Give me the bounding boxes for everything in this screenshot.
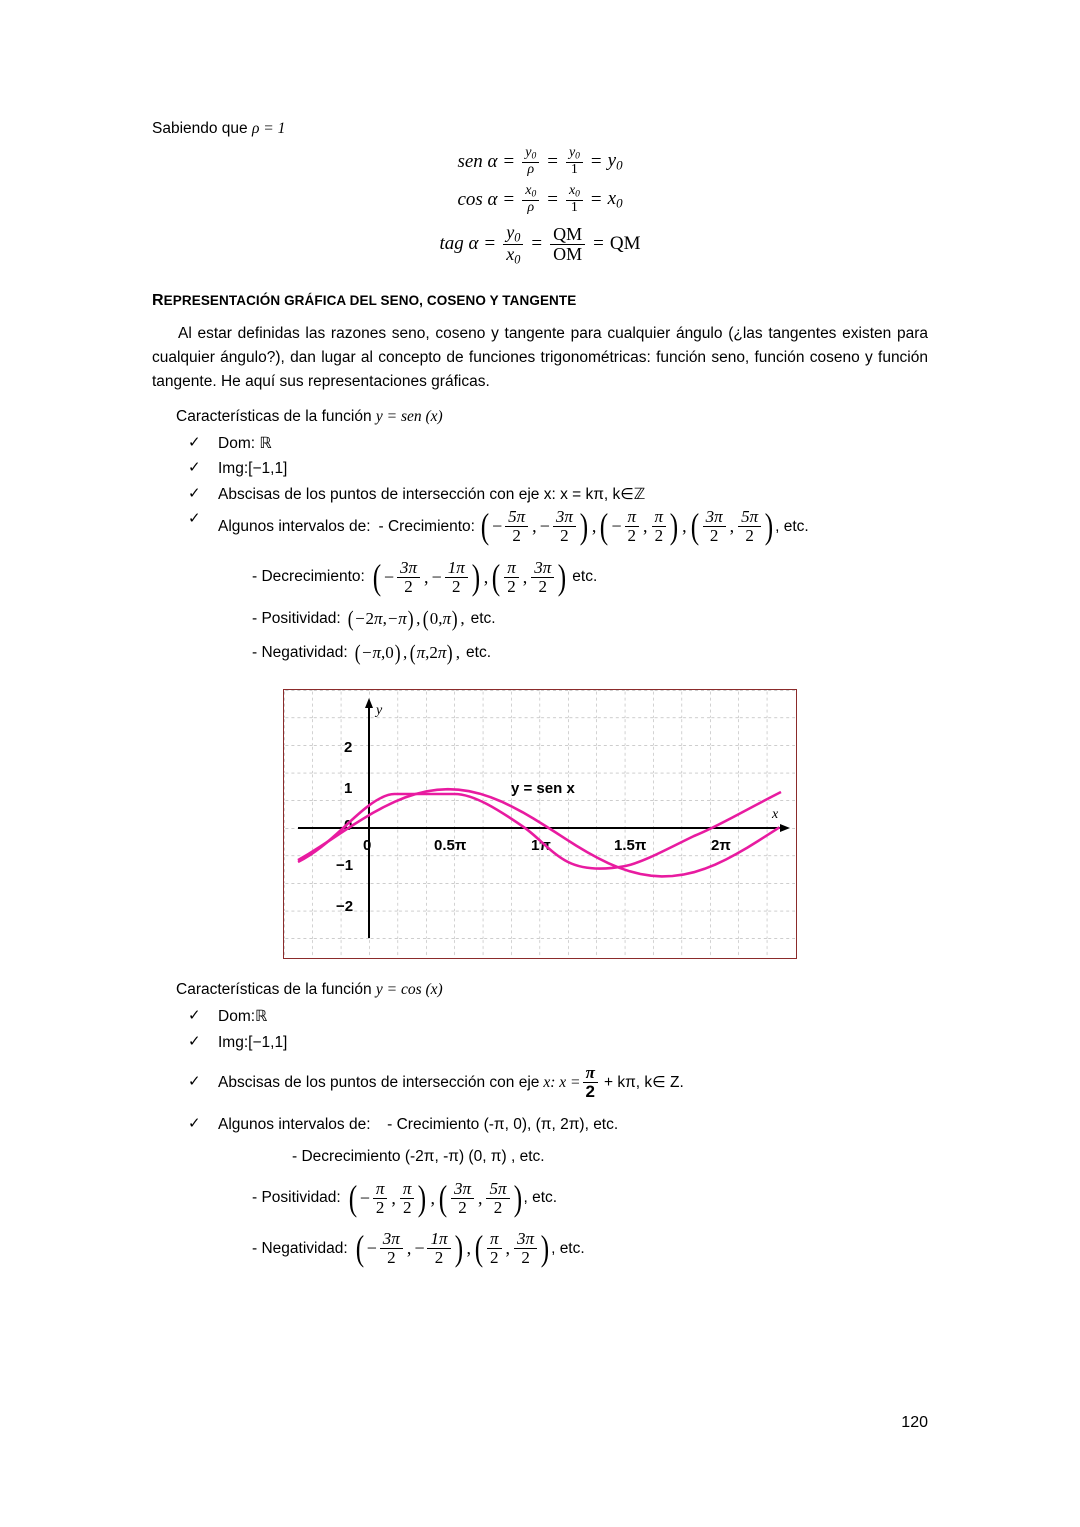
sine-decrecimiento-suffix: etc.	[572, 568, 598, 586]
cosine-positividad-suffix: , etc.	[523, 1189, 558, 1207]
cosine-decrecimiento: - Decrecimiento (-2π, -π) (0, π) , etc.	[292, 1147, 545, 1165]
frac-y0-x0: $\frac{y_0}{x_0}$	[503, 223, 523, 267]
sine-decrecimiento-label: - Decrecimiento:	[252, 568, 365, 586]
cosine-title-math: y = cos (x)	[375, 981, 443, 999]
interval-cn2: ( $\frac{\pi}{2}$ , $\frac{3\pi}{2}$ )	[474, 1228, 550, 1269]
cosine-abscisas-math-post: + kπ, k∈ Z.	[604, 1073, 684, 1091]
section-heading-rest: EPRESENTACIÓN GRÁFICA DEL SENO, COSENO Y TANGENTE	[163, 293, 577, 309]
check-icon: ✓	[188, 459, 201, 477]
interval-p1: ( − 2 π , −π ) , ( 0, π ) ,	[347, 606, 465, 632]
cosine-item-dom-text	[218, 1005, 928, 1028]
cosine-positividad-label: - Positividad:	[252, 1189, 341, 1207]
check-icon: ✓	[188, 1007, 201, 1025]
sine-dom-value: ℝ	[259, 434, 272, 453]
cosine-section-title	[176, 981, 928, 999]
check-icon: ✓	[188, 484, 201, 502]
sine-positividad-row	[252, 606, 928, 632]
xtick-0: 0	[363, 837, 372, 855]
cosine-item-intervals	[188, 1113, 928, 1136]
curve-label: y = sen x	[511, 780, 575, 798]
cosine-negatividad-suffix: , etc.	[551, 1239, 585, 1257]
formula-tag: tag α = $\frac{y_0}{x_0}$ = $\frac{QM}{OM}$ = QM	[439, 221, 641, 267]
check-icon: ✓	[188, 1114, 201, 1132]
ytick-1: 1	[344, 780, 353, 798]
sine-graph-svg	[284, 690, 795, 957]
intro-math: ρ = 1	[251, 120, 286, 137]
frac-x0-1: $\frac{x_0}{1}$	[566, 184, 583, 215]
intro-paragraph	[152, 322, 928, 394]
section-heading-initial: R	[152, 292, 164, 310]
xtick-2pi: 2π	[711, 837, 731, 855]
intro-line	[152, 120, 928, 138]
interval-c3: ( $\frac{3\pi}{2}$ , $\frac{5\pi}{2}$ )	[690, 505, 774, 546]
cosine-crecimiento: - Crecimiento (-π, 0), (π, 2π), etc.	[387, 1115, 619, 1133]
sine-graph-figure	[283, 689, 797, 959]
page-content	[152, 120, 928, 1267]
sine-abscisas-label: Abscisas de los puntos de intersección con eje	[218, 485, 540, 503]
cosine-img-label: Img:	[218, 1033, 249, 1051]
formula-block	[152, 146, 928, 266]
ytick-minus1: −1	[336, 857, 354, 875]
formula-sen: sen α = $\frac{y_0}{\rho}$ = $\frac{y_0}{1}$ = $y_0$	[457, 145, 623, 177]
intro-paragraph-text: Al estar definidas las razones seno, coseno y tangente para cualquier ángulo (¿las tangentes existen para cualquier ángulo?), dan lugar al concepto de funciones trigonométricas: función seno, función coseno y función tangente. He aquí sus representaciones gráficas.	[152, 325, 928, 391]
interval-cn1: ( − $\frac{3\pi}{2}$ , − $\frac{1\pi}{2}$ ) ,	[355, 1228, 472, 1269]
check-icon: ✓	[188, 1032, 201, 1050]
sine-item-img	[188, 457, 928, 480]
ytick-2: 2	[344, 739, 353, 757]
interval-c2: ( − $\frac{\pi}{2}$ , $\frac{\pi}{2}$ ) ,	[600, 505, 687, 546]
xtick-15pi: 1.5π	[614, 837, 647, 855]
cosine-item-dom	[188, 1005, 928, 1028]
interval-d1: ( − $\frac{3\pi}{2}$ , − $\frac{1\pi}{2}$ ) ,	[372, 556, 489, 597]
cosine-abscisas-frac: $\frac{\pi}{2}$	[583, 1064, 598, 1101]
cosine-intervals-label: Algunos intervalos de:	[218, 1115, 371, 1133]
frac-x0-rho: $\frac{x_0}{\rho}$	[522, 184, 539, 215]
sine-negatividad-label: - Negatividad:	[252, 644, 348, 662]
interval-c1: ( − $\frac{5\pi}{2}$ , − $\frac{3\pi}{2}$ ) ,	[480, 505, 597, 546]
xtick-05pi: 0.5π	[434, 837, 467, 855]
sine-negatividad-suffix: etc.	[466, 644, 491, 662]
check-icon: ✓	[188, 509, 201, 527]
sine-title-math: y = sen (x)	[375, 408, 443, 426]
sine-item-intervals	[188, 505, 928, 546]
interval-d2: ( $\frac{\pi}{2}$ , $\frac{3\pi}{2}$ )	[492, 556, 567, 597]
cosine-abscisas-math-pre: x: x =	[543, 1073, 581, 1091]
sine-title-prefix: Características de la función	[176, 408, 372, 426]
x-axis-label: x	[772, 807, 779, 823]
xtick-1pi: 1π	[531, 837, 551, 855]
sine-item-abscisas-text	[218, 483, 928, 506]
sine-crecimiento-suffix: , etc.	[775, 517, 809, 535]
cosine-dom-value: ℝ	[255, 1007, 268, 1026]
cosine-img-value: [−1,1]	[248, 1033, 288, 1051]
interval-n1: ( −π ,0 ) , ( π ,2 π ) ,	[354, 640, 461, 666]
cosine-negatividad-row	[252, 1230, 928, 1267]
cosine-positividad-row	[252, 1177, 928, 1218]
sine-item-dom-text	[218, 432, 928, 455]
cosine-title-prefix: Características de la función	[176, 981, 372, 999]
sine-img-value: [−1,1]	[248, 460, 288, 478]
frac-qm-om: $\frac{QM}{OM}$	[550, 225, 585, 264]
section-heading	[152, 292, 928, 310]
sine-dom-label: Dom:	[218, 435, 256, 453]
sine-negatividad-row	[252, 640, 928, 666]
page-number: 120	[901, 1414, 928, 1431]
interval-cp2: ( $\frac{3\pi}{2}$ , $\frac{5\pi}{2}$ )	[438, 1177, 522, 1218]
sine-item-img-text	[218, 457, 928, 480]
formula-cos: cos α = $\frac{x_0}{\rho}$ = $\frac{x_0}{1}$ = $x_0$	[457, 183, 623, 215]
sine-intervals-label: Algunos intervalos de:	[218, 517, 371, 535]
sine-img-label: Img:	[218, 460, 249, 478]
cosine-dom-label: Dom:	[218, 1008, 256, 1026]
sine-positividad-label: - Positividad:	[252, 610, 341, 628]
cosine-abscisas-text: Abscisas de los puntos de intersección con eje	[218, 1073, 540, 1091]
sine-crecimiento-label: - Crecimiento:	[378, 517, 475, 535]
check-icon: ✓	[188, 1072, 201, 1090]
y-axis-label: y	[376, 703, 383, 719]
cosine-intervals-row	[218, 1113, 928, 1136]
frac-y0-1: $\frac{y_0}{1}$	[566, 146, 583, 177]
sine-section-title	[176, 408, 928, 426]
ytick-minus2: −2	[336, 898, 354, 916]
cosine-item-img-text	[218, 1031, 928, 1054]
sine-positividad-suffix: etc.	[470, 610, 496, 628]
sine-intervals-row	[218, 505, 928, 546]
cosine-negatividad-label: - Negatividad:	[252, 1239, 348, 1257]
intro-text: Sabiendo que	[152, 120, 248, 137]
sine-decrecimiento-row	[252, 556, 928, 597]
cosine-decrecimiento-row	[292, 1148, 928, 1166]
cosine-abscisas-row	[218, 1064, 928, 1101]
sine-item-abscisas	[188, 483, 928, 506]
frac-y0-rho: $\frac{y_0}{\rho}$	[522, 146, 539, 177]
interval-cp1: ( − $\frac{\pi}{2}$ , $\frac{\pi}{2}$ ) ,	[348, 1177, 435, 1218]
cosine-item-img	[188, 1031, 928, 1054]
sine-abscisas-value: x: x = kπ, k∈ℤ	[543, 485, 646, 503]
check-icon: ✓	[188, 434, 201, 452]
cosine-item-abscisas	[188, 1064, 928, 1101]
ytick-0: 0	[344, 817, 353, 835]
sine-item-dom	[188, 432, 928, 455]
